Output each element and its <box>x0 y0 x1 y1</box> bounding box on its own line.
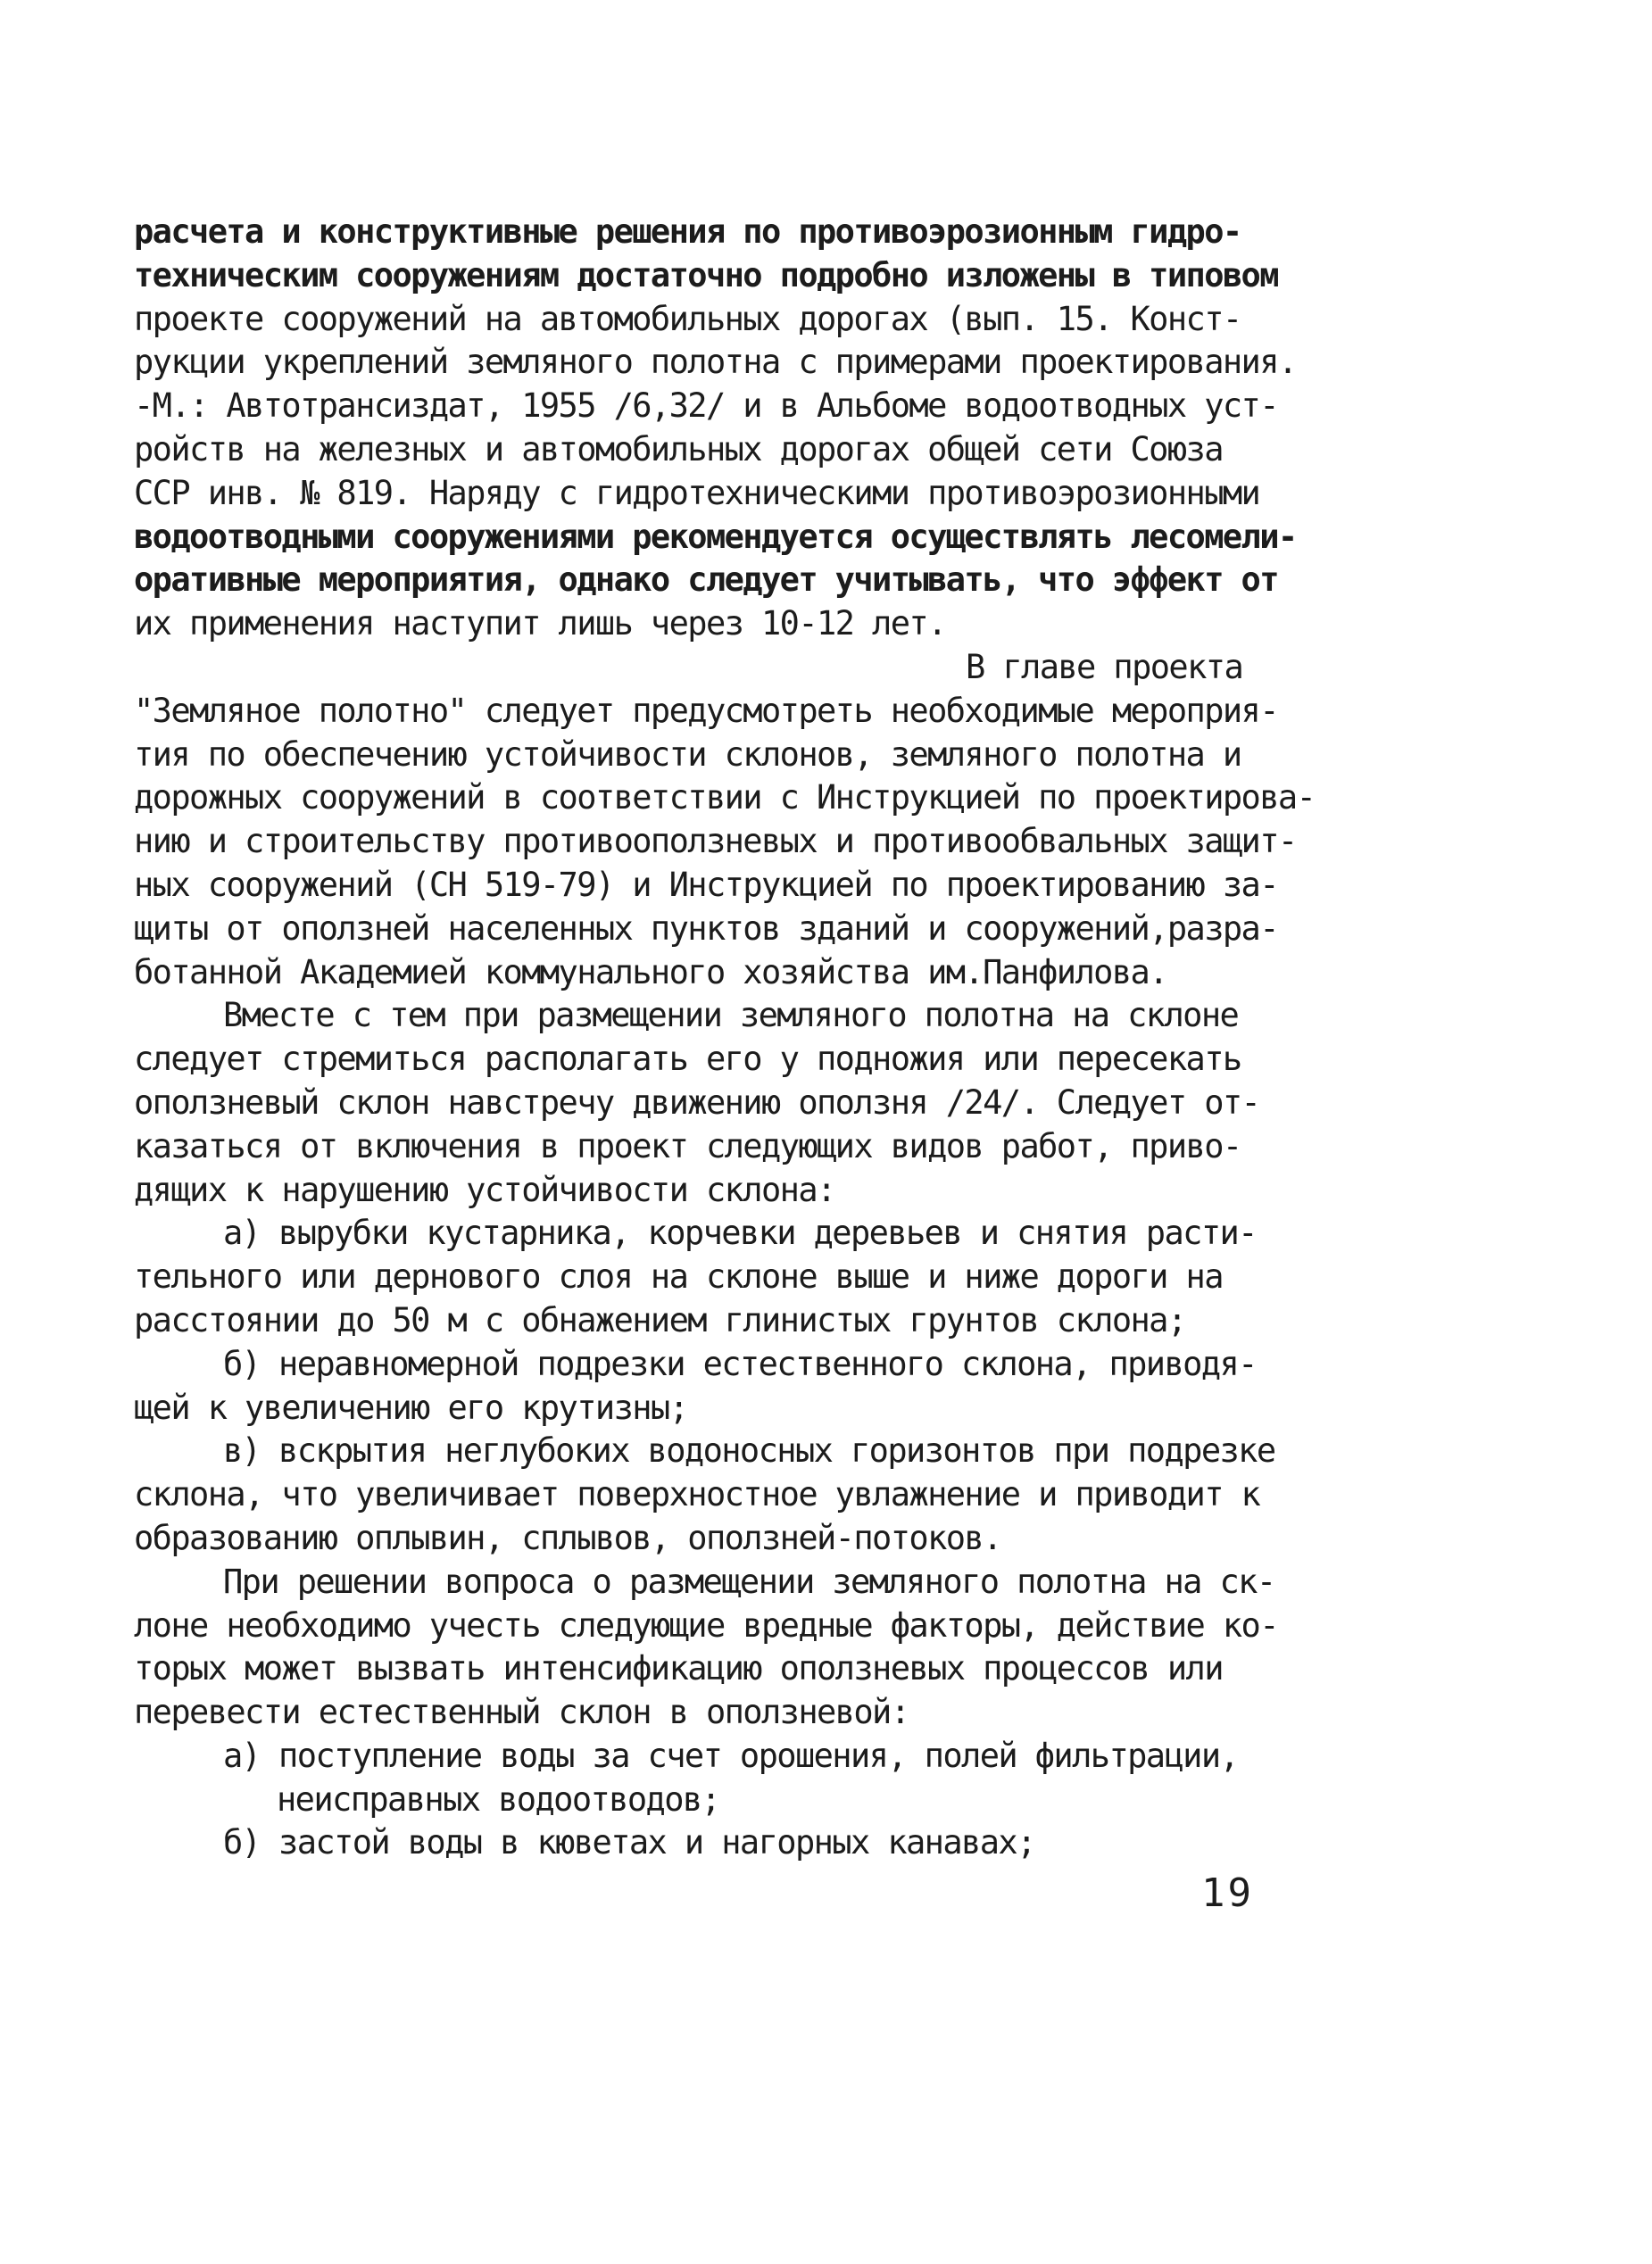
text-line: перевести естественный склон в оползневой: <box>134 1693 909 1732</box>
text-line: проекте сооружений на автомобильных дорогах (вып. 15. Конст- <box>134 299 1241 338</box>
text-line: склона, что увеличивает поверхностное увлажнение и приводит к <box>134 1475 1260 1514</box>
text-line: тельного или дернового слоя на склоне выше и ниже дороги на <box>134 1257 1223 1297</box>
text-line: расстоянии до 50 м с обнажением глинистых грунтов склона; <box>134 1300 1186 1339</box>
text-line: их применения наступит лишь через 10-12 лет. <box>134 604 946 643</box>
text-line: водоотводными сооружениями рекомендуется осуществлять лесомели- <box>134 517 1297 556</box>
text-line: казаться от включения в проект следующих видов работ, приво- <box>134 1126 1241 1165</box>
text-line: -М.: Автотрансиздат, 1955 /6,32/ и в Альбоме водоотводных уст- <box>134 386 1278 426</box>
text-line: ССР инв. № 819. Наряду с гидротехническими противоэрозионными <box>134 473 1260 512</box>
text-line: оративные мероприятия, однако следует учитывать, что эффект от <box>134 560 1278 600</box>
text-line: ных сооружений (СН 519-79) и Инструкцией по проектированию за- <box>134 865 1278 904</box>
text-line: лоне необходимо учесть следующие вредные факторы, действие ко- <box>134 1605 1278 1645</box>
list-item-a: а) вырубки кустарника, корчевки деревьев и снятия расти- <box>223 1214 1257 1253</box>
paragraph-start: При решении вопроса о размещении земляного полотна на ск- <box>223 1562 1275 1601</box>
text-line: рукции укреплений земляного полотна с примерами проектирования. <box>134 343 1297 382</box>
list-item-c: в) вскрытия неглубоких водоносных горизонтов при подрезке <box>223 1431 1275 1471</box>
text-line: ботанной Академией коммунального хозяйства им.Панфилова. <box>134 952 1167 991</box>
text-line: дорожных сооружений в соответствии с Инструкцией по проектирова- <box>134 778 1316 817</box>
text-line: нию и строительству противооползневых и противообвальных защит- <box>134 822 1297 861</box>
body-text <box>134 211 1316 1865</box>
page-number: 19 <box>1201 1870 1254 1916</box>
text-line: торых может вызвать интенсификацию оползневых процессов или <box>134 1649 1223 1688</box>
paragraph-start: Вместе с тем при размещении земляного полотна на склоне <box>223 996 1239 1035</box>
text-line: тия по обеспечению устойчивости склонов, земляного полотна и <box>134 734 1241 774</box>
list-item-a: а) поступление воды за счет орошения, полей фильтрации, <box>223 1736 1239 1775</box>
text-line: щей к увеличению его крутизны; <box>134 1388 688 1427</box>
text-line: расчета и конструктивные решения по противоэрозионным гидро- <box>134 212 1241 251</box>
text-line: "Земляное полотно" следует предусмотреть необходимые мероприя- <box>134 691 1278 730</box>
text-line: щиты от оползней населенных пунктов зданий и сооружений,разра- <box>134 908 1278 948</box>
list-item-b: б) застой воды в кюветах и нагорных канавах; <box>223 1823 1035 1862</box>
text-line: образованию оплывин, сплывов, оползней-потоков. <box>134 1518 1001 1557</box>
text-line: следует стремиться располагать его у подножия или пересекать <box>134 1040 1241 1079</box>
text-line: оползневый склон навстречу движению оползня /24/. Следует от- <box>134 1082 1260 1122</box>
text-line-section-start: В главе проекта <box>966 647 1243 686</box>
list-item-b: б) неравномерной подрезки естественного склона, приводя- <box>223 1344 1257 1383</box>
text-line: ройств на железных и автомобильных дорогах общей сети Союза <box>134 429 1223 469</box>
text-line: техническим сооружениям достаточно подробно изложены в типовом <box>134 255 1278 294</box>
text-line: дящих к нарушению устойчивости склона: <box>134 1170 835 1209</box>
text-line: неисправных водоотводов; <box>277 1779 720 1819</box>
